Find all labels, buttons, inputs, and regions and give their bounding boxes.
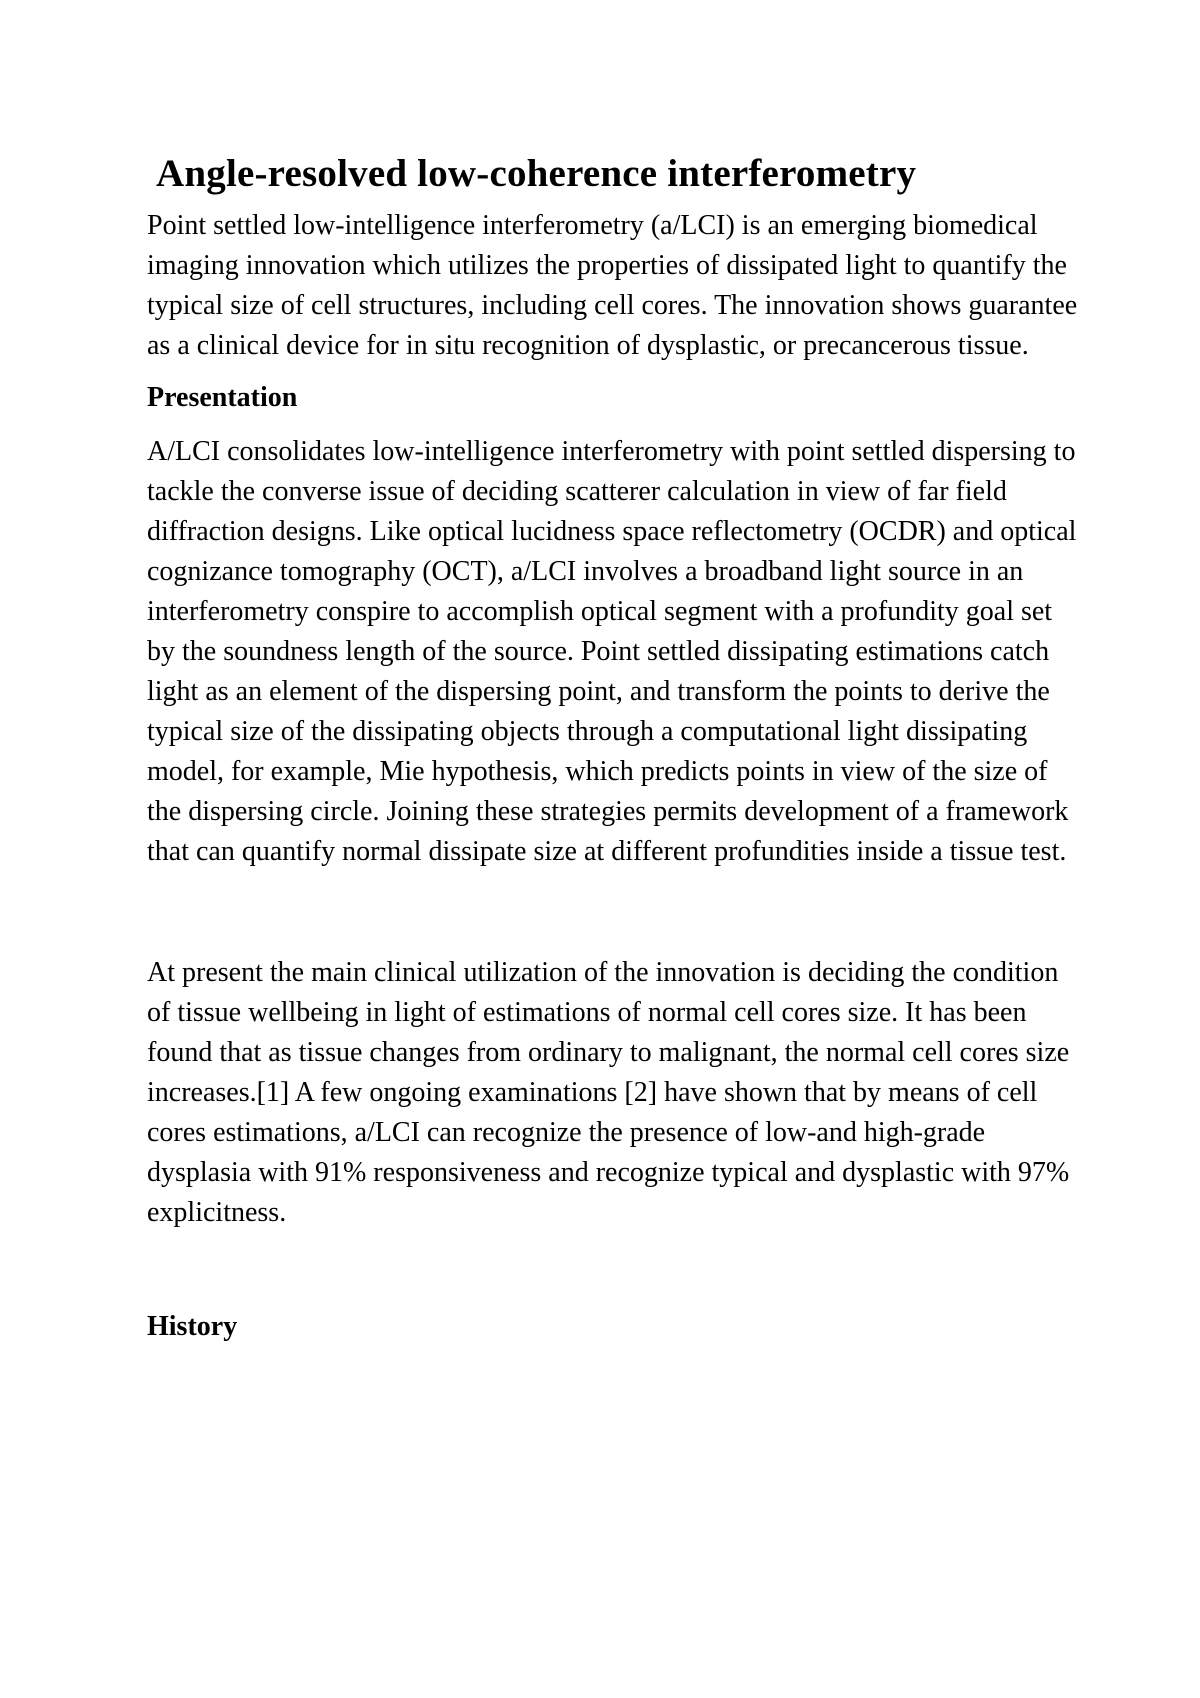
presentation-paragraph-2: At present the main clinical utilization of the innovation is deciding the condition of tissue wellbeing in light of estimations of normal cell cores size. It has been found that as tissue changes from ordinary to malignant, the normal cell cores size increases.[1] A few ongoing examinations [2] have shown that by means of cell cores estimations, a/LCI can recognize the presence of low-and high-grade dysplasia with 91% responsiveness and recognize typical and dysplastic with 97% explicitness. (147, 957, 1070, 1228)
document-content (147, 148, 1082, 1347)
presentation-paragraph-1: A/LCI consolidates low-intelligence interferometry with point settled dispersing to tackle the converse issue of deciding scatterer calculation in view of far field diffraction designs. Like optical lucidness space reflectometry (OCDR) and optical cognizance tomography (OCT), a/LCI involves a broadband light source in an interferometry conspire to accomplish optical segment with a profundity goal set by the soundness length of the source. Point settled dissipating estimations catch light as an element of the dispersing point, and transform the points to derive the typical size of the dissipating objects through a computational light dissipating model, for example, Mie hypothesis, which predicts points in view of the size of the dispersing circle. Joining these strategies permits development of a framework that can quantify normal dissipate size at different profundities inside a tissue test. (147, 436, 1077, 867)
section-heading-history: History (147, 1311, 238, 1342)
intro-paragraph: Point settled low-intelligence interferometry (a/LCI) is an emerging biomedical imaging innovation which utilizes the properties of dissipated light to quantify the typical size of cell structures, including cell cores. The innovation shows guarantee as a clinical device for in situ recognition of dysplastic, or precancerous tissue. (147, 210, 1078, 361)
document-title: Angle-resolved low-coherence interferometry (156, 152, 917, 195)
section-heading-presentation: Presentation (147, 382, 298, 413)
